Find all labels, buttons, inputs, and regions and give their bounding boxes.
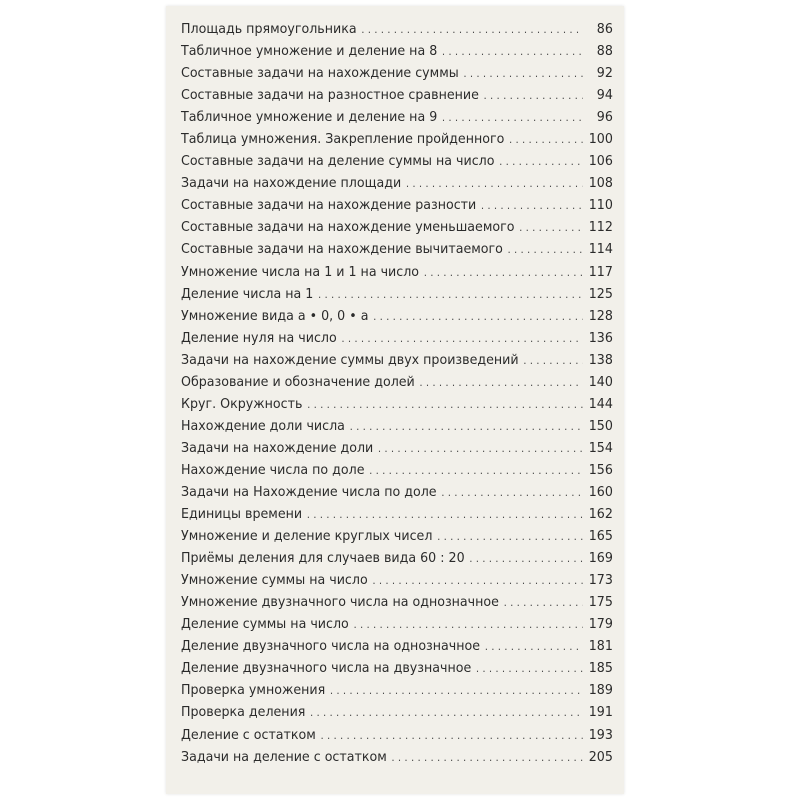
toc-entry-page-number: 100 [588,131,613,148]
toc-entry-title: Задачи на Нахождение числа по доле [181,483,437,500]
toc-entry-page-number: 160 [588,483,613,500]
toc-entry-title: Нахождение доли числа [181,417,345,434]
toc-entry [181,283,613,305]
dot-leader [523,350,583,372]
toc-entry [181,437,613,459]
toc-entry-page-number: 125 [588,285,613,302]
toc-entry-page-number: 169 [588,550,613,567]
toc-entry [181,481,613,503]
toc-entry-page-number: 112 [588,219,613,236]
dot-leader [310,702,583,724]
dot-leader [442,41,583,63]
toc-entry-page-number: 110 [588,197,613,214]
dot-leader [406,173,583,195]
dot-leader [481,195,583,217]
toc-entry-page-number: 162 [588,506,613,523]
toc-entry-page-number: 94 [596,87,613,104]
toc-entry-title: Умножение и деление круглых чисел [181,528,433,545]
dot-leader [442,107,583,129]
toc-entry [181,216,613,238]
toc-entry-page-number: 114 [588,241,613,258]
toc-entry-page-number: 165 [588,528,613,545]
dot-leader [485,636,583,658]
toc-entry [181,261,613,283]
toc-entry-title: Площадь прямоугольника [181,21,357,37]
dot-leader [373,306,583,328]
toc-entry [181,459,613,481]
toc-entry-title: Задачи на нахождение суммы двух произведений [181,351,519,368]
toc-entry [181,150,613,172]
toc-entry [181,194,613,216]
toc-entry [181,327,613,349]
dot-leader [330,680,583,702]
toc-entry [181,657,613,679]
dot-leader [463,63,583,85]
toc-entry [181,415,613,437]
dot-leader [307,394,583,416]
toc-entry-page-number: 92 [596,65,613,82]
toc-entry-title: Табличное умножение и деление на 8 [181,43,438,60]
dot-leader [350,416,584,438]
toc-entry-title: Составные задачи на деление суммы на число [181,153,495,170]
dot-leader [318,284,583,306]
toc-entry-page-number: 150 [588,417,613,434]
toc-entry-title: Умножение суммы на число [181,572,368,589]
toc-entry-title: Задачи на нахождение площади [181,175,402,192]
dot-leader [499,151,583,173]
dot-leader [441,482,583,504]
toc-entry-title: Круг. Окружность [181,395,303,412]
toc-entry-title: Составные задачи на нахождение суммы [181,65,459,82]
toc-entry-page-number: 154 [588,439,613,456]
toc-entry-page-number: 96 [596,109,613,126]
toc-entry-title: Составные задачи на нахождение уменьшаемого [181,219,515,236]
toc-entry-title: Проверка деления [181,704,306,721]
toc-entry [181,569,613,591]
dot-leader [353,614,583,636]
toc-entry-page-number: 144 [588,395,613,412]
dot-leader [369,460,583,482]
dot-leader [509,129,583,151]
dot-leader [484,85,584,107]
toc-entry-page-number: 128 [588,307,613,324]
toc-entry-title: Составные задачи на нахождение вычитаемого [181,241,503,258]
toc-entry-title: Деление суммы на число [181,616,349,633]
toc-entry-page-number: 191 [588,704,613,721]
toc-entry-title: Табличное умножение и деление на 9 [181,109,438,126]
toc-entry-page-number: 193 [588,726,613,743]
dot-leader [437,526,583,548]
dot-leader [372,570,583,592]
toc-entry-page-number: 173 [588,572,613,589]
toc-entry [181,84,613,106]
dot-leader [341,328,583,350]
toc-entry [181,613,613,635]
toc-entry [181,305,613,327]
toc-entry-page-number: 179 [588,616,613,633]
toc-entry-title: Умножение двузначного числа на однозначное [181,594,499,611]
toc-entry [181,128,613,150]
toc-entry [181,746,613,768]
toc-entry-page-number: 117 [588,263,613,280]
toc-entry-page-number: 108 [588,175,613,192]
toc-entry-title: Проверка умножения [181,682,326,699]
toc-entry [181,525,613,547]
toc-entry-page-number: 88 [596,43,613,60]
toc-entry-title: Деление двузначного числа на двузначное [181,660,472,677]
toc-entry-title: Задачи на нахождение доли [181,439,374,456]
dot-leader [469,548,583,570]
dot-leader [504,592,584,614]
toc-entry-page-number: 185 [588,660,613,677]
toc-entry [181,635,613,657]
toc-entry [181,106,613,128]
dot-leader [361,19,583,41]
toc-entry-title: Приёмы деления для случаев вида 60 : 20 [181,550,465,567]
book-page [166,6,624,794]
toc-entry [181,62,613,84]
toc-entry [181,393,613,415]
toc-entry-title: Таблица умножения. Закрепление пройденного [181,131,505,148]
toc-entry-page-number: 106 [588,153,613,170]
toc-entry [181,238,613,260]
toc-entry [181,172,613,194]
toc-entry-page-number: 140 [588,373,613,390]
dot-leader [508,239,584,261]
dot-leader [320,725,583,747]
toc-entry-page-number: 189 [588,682,613,699]
toc-entry-page-number: 175 [588,594,613,611]
dot-leader [519,217,583,239]
toc-entry-title: Умножение вида а • 0, 0 • а [181,307,369,324]
toc-entry [181,40,613,62]
toc-entry-page-number: 181 [588,638,613,655]
dot-leader [476,658,583,680]
toc-entry-page-number: 86 [596,21,613,37]
toc-entry [181,547,613,569]
dot-leader [419,372,583,394]
toc-entry-title: Деление числа на 1 [181,285,314,302]
dot-leader [378,438,583,460]
toc-entry-title: Составные задачи на нахождение разности [181,197,477,214]
toc-entry-title: Составные задачи на разностное сравнение [181,87,479,104]
toc-entry-title: Задачи на деление с остатком [181,748,387,765]
toc-entry-title: Единицы времени [181,506,303,523]
toc-entry [181,591,613,613]
toc-entry [181,503,613,525]
toc-entry-title: Деление нуля на число [181,329,337,346]
toc-entry-title: Нахождение числа по доле [181,461,365,478]
toc-entry-title: Умножение числа на 1 и 1 на число [181,263,420,280]
toc-entry [181,679,613,701]
toc-entry [181,18,613,40]
toc-entry [181,724,613,746]
table-of-contents [181,18,613,768]
toc-entry-page-number: 156 [588,461,613,478]
toc-entry-page-number: 205 [588,748,613,765]
dot-leader [307,504,583,526]
toc-entry [181,701,613,723]
toc-entry-title: Деление с остатком [181,726,316,743]
toc-entry [181,349,613,371]
dot-leader [391,747,583,769]
toc-entry-title: Образование и обозначение долей [181,373,415,390]
toc-entry [181,371,613,393]
toc-entry-page-number: 138 [588,351,613,368]
toc-entry-page-number: 136 [588,329,613,346]
toc-entry-title: Деление двузначного числа на однозначное [181,638,481,655]
dot-leader [424,262,583,284]
